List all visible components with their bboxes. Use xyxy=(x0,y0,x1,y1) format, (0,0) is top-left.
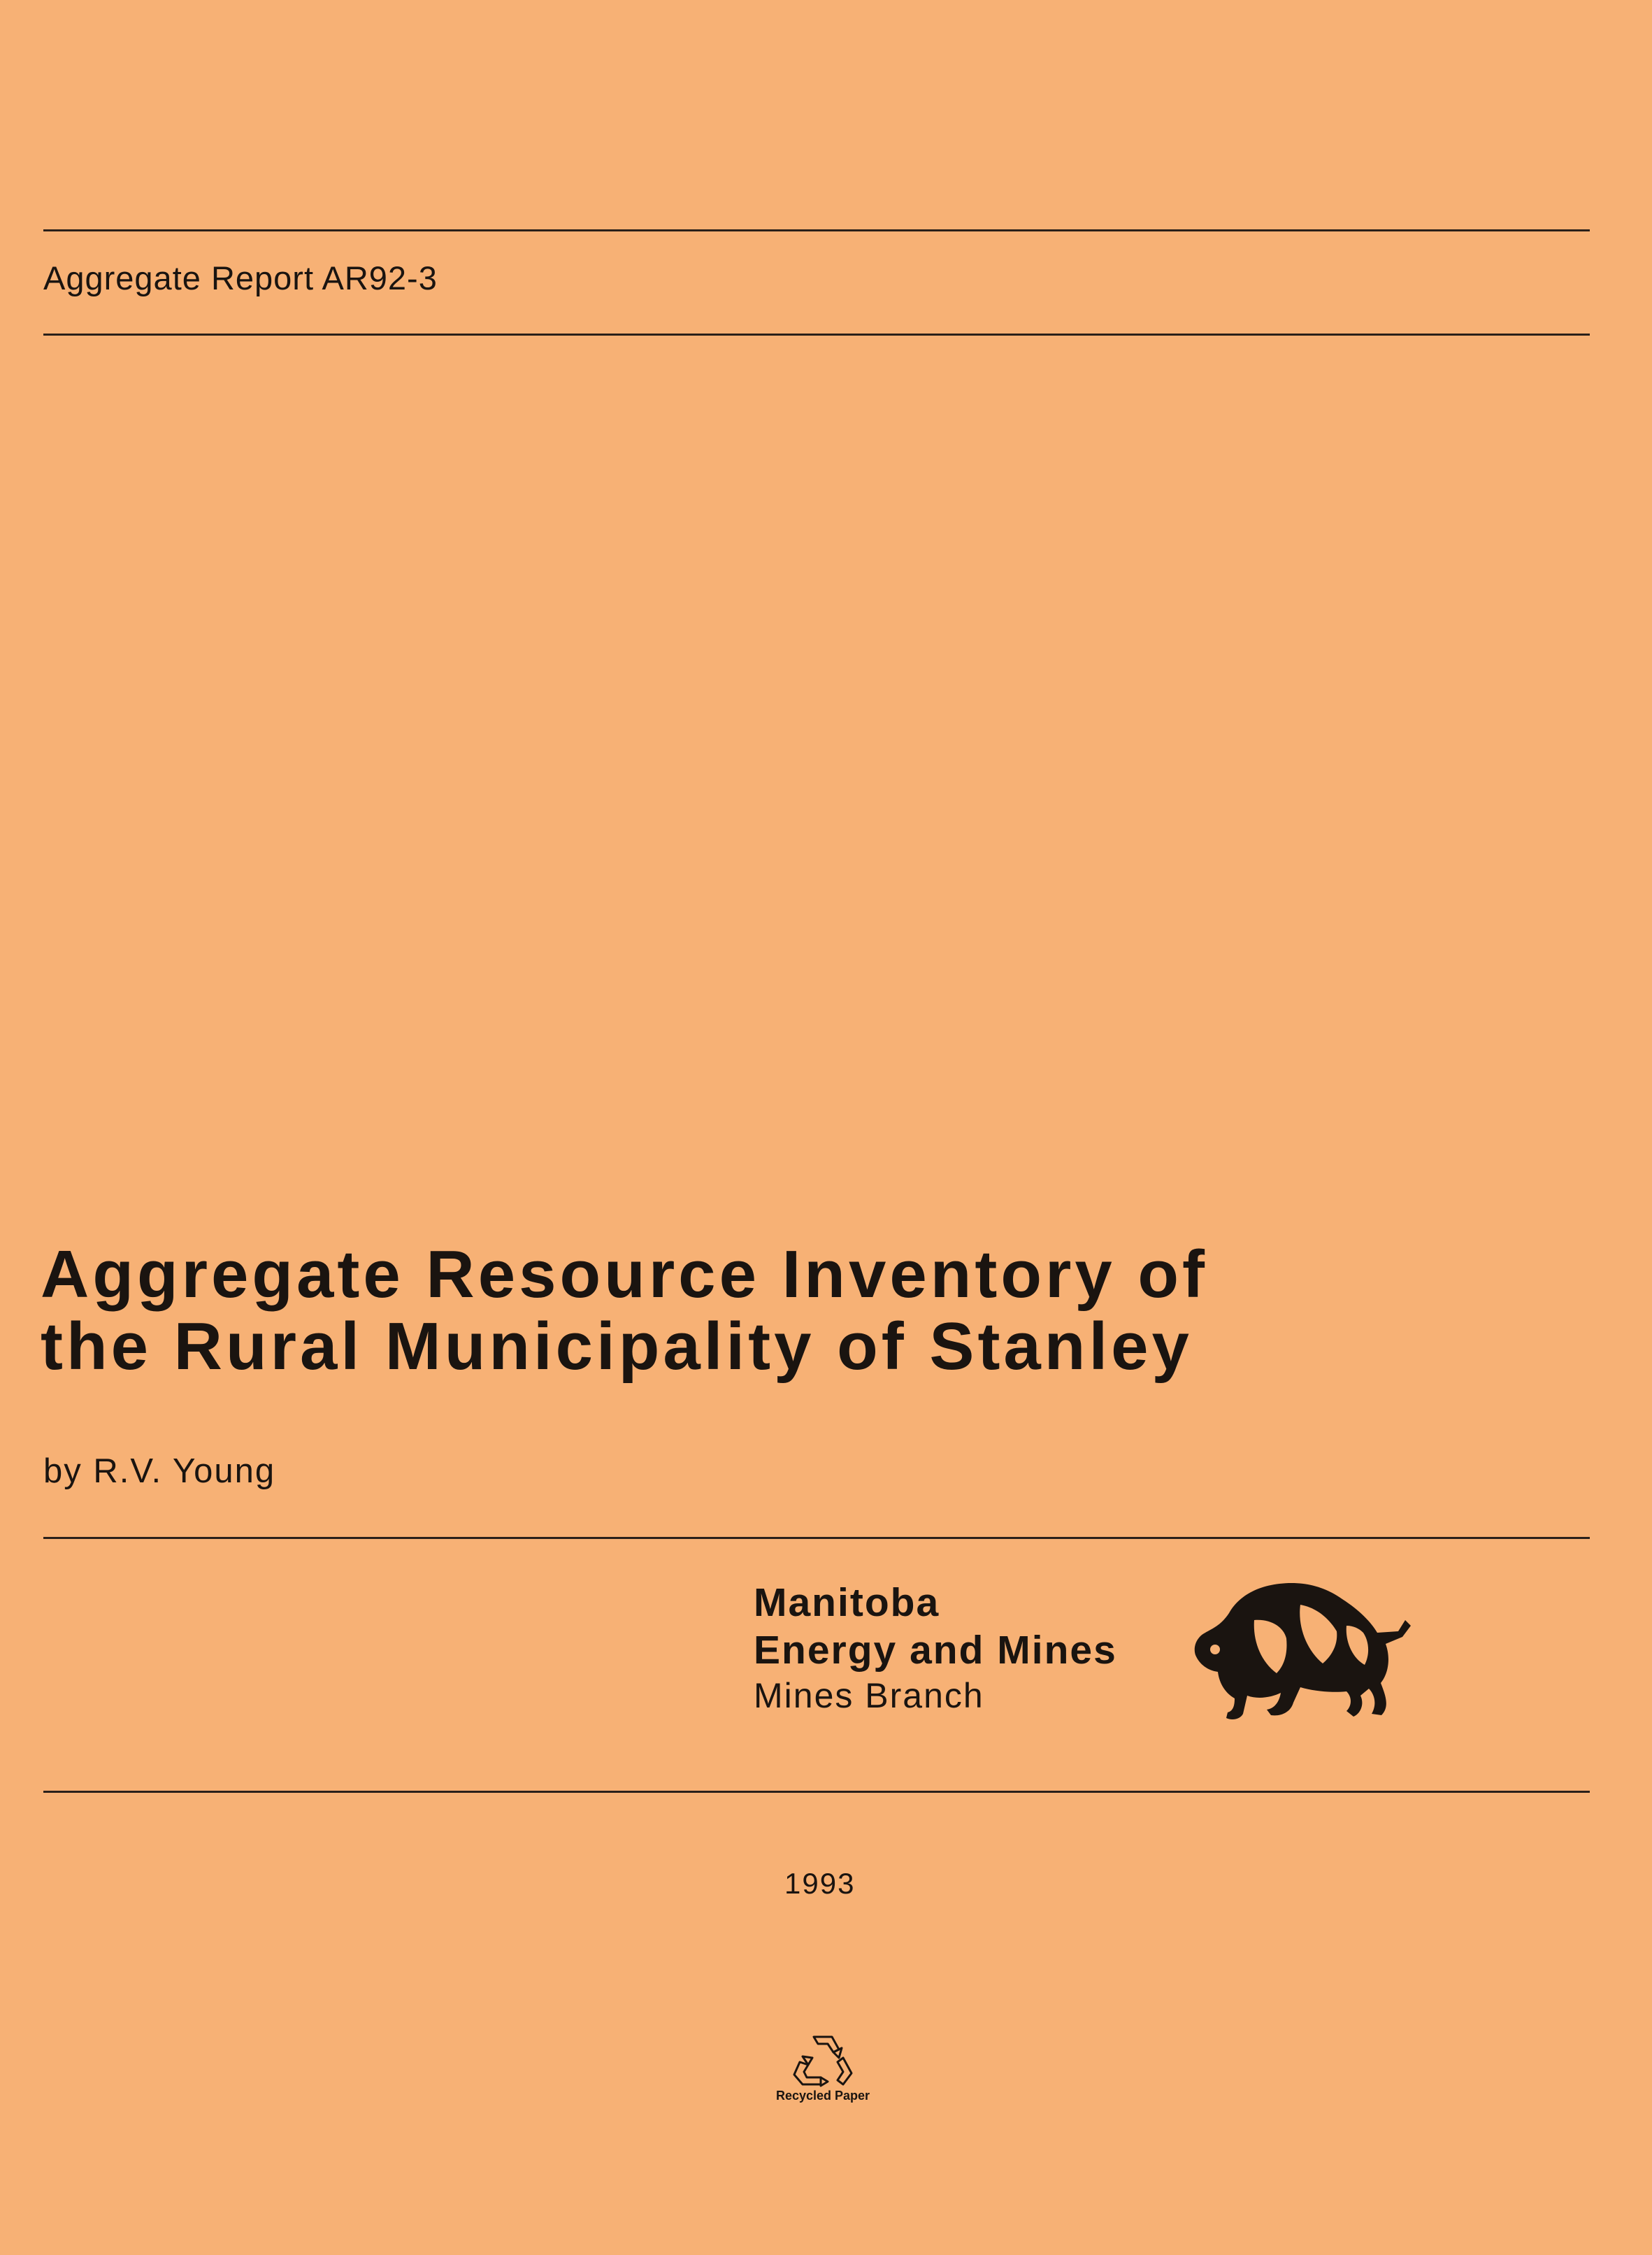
org-department: Energy and Mines xyxy=(754,1628,1117,1673)
org-branch: Mines Branch xyxy=(754,1675,984,1715)
report-number: Aggregate Report AR92-3 xyxy=(43,259,438,296)
report-title xyxy=(41,1239,1208,1382)
author: by R.V. Young xyxy=(43,1452,276,1490)
header-bottom-rule xyxy=(43,334,1590,336)
title-line-1: Aggregate Resource Inventory of xyxy=(41,1237,1208,1312)
bison-icon xyxy=(1188,1577,1426,1725)
publication-year: 1993 xyxy=(784,1867,856,1900)
publisher-block xyxy=(754,1579,1117,1717)
publisher-rule xyxy=(43,1791,1590,1793)
title-line-2: the Rural Municipality of Stanley xyxy=(41,1308,1193,1384)
recycled-paper-label: Recycled Paper xyxy=(775,2089,870,2103)
top-rule xyxy=(43,229,1590,231)
recycle-icon xyxy=(793,2031,853,2087)
author-rule xyxy=(43,1537,1590,1539)
org-province: Manitoba xyxy=(754,1580,940,1625)
